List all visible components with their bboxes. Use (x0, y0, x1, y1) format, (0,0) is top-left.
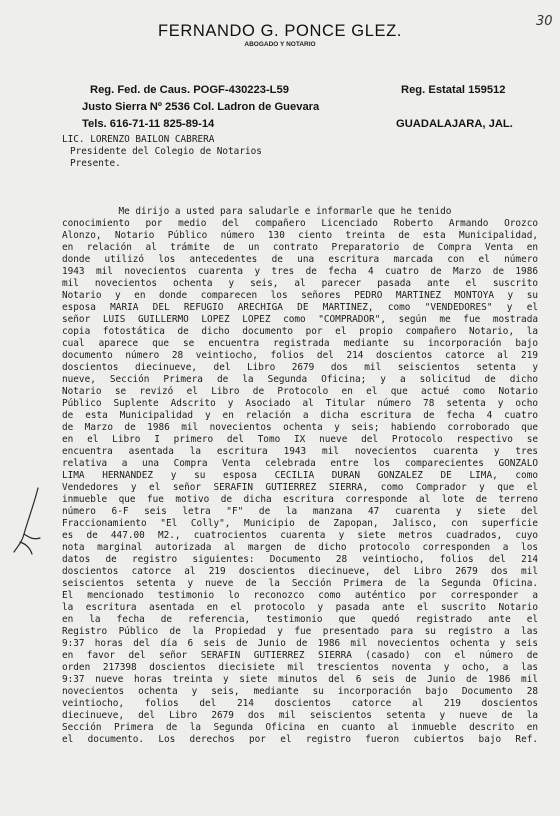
body-line: Notario y en donde comparecen los señores PEDRO MARTINEZ MONTOYA y su (62, 290, 538, 301)
body-line: 9:37 nueve horas treinta y siete minutos del 6 seis de Junio de 1986 mil (62, 674, 538, 685)
body-line: relativa a una Compra Venta celebrada entre los comparecientes GONZALO (62, 458, 538, 469)
reg-fed: Reg. Fed. de Caus. POGF-430223-L59 (90, 84, 289, 96)
body-line: Notario se revizó el Libro de Protocolo en el que actué como Notario (62, 386, 538, 397)
body-line: cual aparece que se encuentra registrada mediante su incorporación bajo (62, 338, 538, 349)
body-line: de esta Municipalidad y en relación a dicha escritura de fecha 4 cuatro (62, 410, 538, 421)
body-line: en la fecha de referencia, testimonio que quedó registrado ante el (62, 614, 538, 625)
body-line: LIMA HERNANDEZ y su esposa CECILIA DURAN GONZALEZ DE LIMA, como (62, 470, 538, 481)
body-line: Registro Público de la Propiedad y fue presentado para su registro a las (62, 626, 538, 637)
body-line: es de 447.00 M2., cuatrocientos cuarenta y siete metros cuadrados, cuyo (62, 530, 538, 541)
body-line: datos de registro siguientes: Documento 28 veintiocho, folios del 214 (62, 554, 538, 565)
body-line: seiscientos setenta y nueve de la Sección Primera de la Segunda Oficina. (62, 578, 538, 589)
body-line: doscientos catorce al 219 doscientos diecinueve, del Libro 2679 dos mil (62, 566, 538, 577)
body-line: Me dirijo a usted para saludarle e informarle que he tenido (62, 206, 452, 217)
body-line: nueve, Sección Primera de la Segunda Oficina; y a solicitud de dicho (62, 374, 538, 385)
phone-numbers: Tels. 616-71-11 825-89-14 (82, 118, 215, 130)
addressee-name: LIC. LORENZO BAILON CABRERA (62, 134, 215, 145)
body-line: Fraccionamiento "El Colly", Municipio de Zapopan, Jalisco, con superficie (62, 518, 538, 529)
body-line: la escritura asentada en el protocolo y pasada ante el suscrito Notario (62, 602, 538, 613)
body-line: de Marzo de 1986 mil novecientos ochenta y seis; habiendo corroborado que (62, 422, 538, 433)
addressee-position: Presidente del Colegio de Notarios (70, 146, 262, 157)
body-line: en relación al trámite de un contrato Preparatorio de Compra Venta en (62, 242, 538, 253)
body-line: donde utilizó los antecedentes de una escritura marcada con el número (62, 254, 538, 265)
notary-title: ABOGADO Y NOTARIO (244, 41, 316, 48)
letter-body (62, 206, 538, 746)
body-line: 1943 mil novecientos cuarenta y tres de fecha 4 cuatro de Marzo de 1986 (62, 266, 538, 277)
body-line: doscientos diecinueve, del Libro 2679 dos mil seiscientos setenta y (62, 362, 538, 373)
page-number: 30 (536, 14, 553, 29)
body-line: Alonzo, Notario Público número 130 ciento treinta de esta Municipalidad, (62, 230, 538, 241)
body-line: número 6-F seis letra "F" de la manzana 47 cuarenta y siete del (62, 506, 538, 517)
body-line: señor LUIS GUILLERMO LOPEZ LOPEZ como "COMPRADOR", según me fue mostrada (62, 314, 538, 325)
body-line: documento número 28 veintiocho, folios del 214 doscientos catorce al 219 (62, 350, 538, 361)
body-line: Vendedores y el señor SERAFIN GUTIERREZ SIERRA, como Comprador y que el (62, 482, 538, 493)
body-line: El mencionado testimonio lo reconozco como auténtico por corresponder a (62, 590, 538, 601)
body-line: encuentra asentada la escritura 1943 mil novecientos cuarenta y tres (62, 446, 538, 457)
body-line: en el Libro I primero del Tomo IX nueve del Protocolo respectivo se (62, 434, 538, 445)
body-line: conocimiento por medio del compañero Licenciado Roberto Armando Orozco (62, 218, 538, 229)
reg-estatal: Reg. Estatal 159512 (401, 84, 506, 96)
body-line: inmueble que fue motivo de dicha escritura corresponde al lote de terreno (62, 494, 538, 505)
notary-name: FERNANDO G. PONCE GLEZ. (158, 22, 402, 40)
margin-signature (10, 486, 50, 556)
body-line: 9:37 horas del día 6 seis de Junio de 1986 mil novecientos ochenta y seis (62, 638, 538, 649)
body-line: en favor del señor SERAFIN GUTIERREZ SIERRA (casado) con el número de (62, 650, 538, 661)
body-line: esposa MARIA DEL REFUGIO ARECHIGA DE MARTINEZ, como "VENDEDORES" y el (62, 302, 538, 313)
body-line: el documento. Los derechos por el registro fueron cubiertos bajo Ref. (62, 734, 538, 745)
addressee-salutation: Presente. (70, 158, 121, 169)
body-line: Sección Primera de la Segunda Oficina en cuanto al inmueble descrito en (62, 722, 538, 733)
body-line: mil novecientos ochenta y seis, al parecer pasada ante el suscrito (62, 278, 538, 289)
body-line: nota marginal autorizada al margen de dicho protocolo corresponden a los (62, 542, 538, 553)
street-address: Justo Sierra Nº 2536 Col. Ladron de Guevara (82, 101, 320, 113)
body-line: orden 217398 doscientos diecisiete mil trescientos noventa y ocho, a las (62, 662, 538, 673)
body-line: Público Suplente Adscrito y Asociado al Titular número 78 setenta y ocho (62, 398, 538, 409)
body-line: diecinueve, del Libro 2679 dos mil seiscientos setenta y nueve de la (62, 710, 538, 721)
addressee-block (62, 134, 262, 170)
city: GUADALAJARA, JAL. (396, 118, 513, 130)
body-line: veintiocho, folios del 214 doscientos catorce al 219 doscientos (62, 698, 538, 709)
body-line: copia fotostática de dicho documento por el propio compañero Notario, la (62, 326, 538, 337)
body-line: novecientos ochenta y seis, mediante su incorporación bajo Documento 28 (62, 686, 538, 697)
